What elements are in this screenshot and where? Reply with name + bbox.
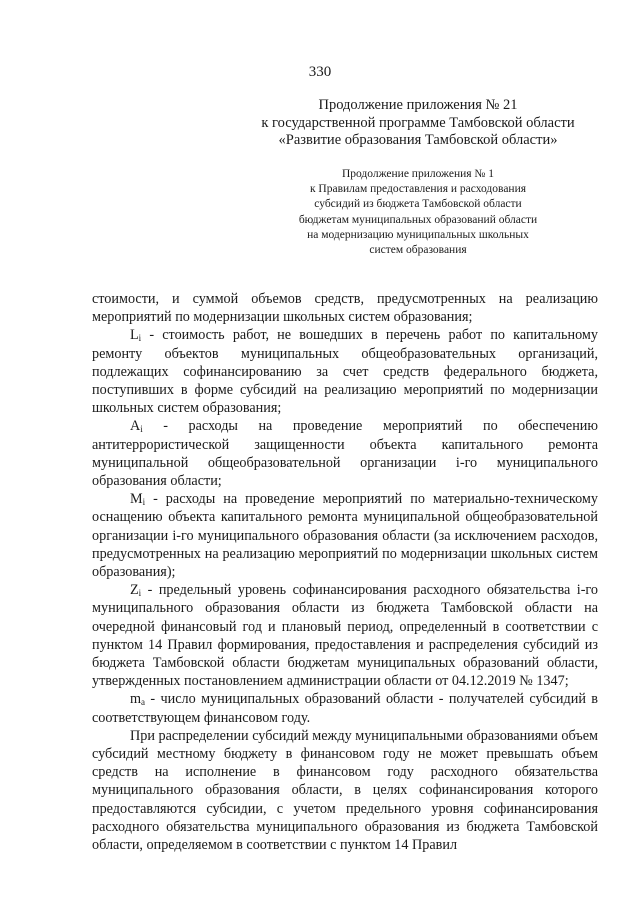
- page-number: 330: [308, 64, 332, 80]
- definition-paragraph: [92, 581, 598, 690]
- body-text: [92, 290, 598, 854]
- variable-symbol: m: [130, 691, 142, 708]
- appendix-main-line: «Развитие образования Тамбовской области»: [278, 132, 558, 148]
- variable-symbol: M: [130, 491, 143, 508]
- paragraph-text: При распределении субсидий между муниципальными образованиями объем субсидий местному бюджету в финансовом году не может превышать объем средств на исполнение в финансовом году расходного обязательства муниципального образования области, в целях софинансирования которого предоставляются субсидии, с учетом предельного уровня софинансирования расходного обязательства муниципального образования из бюджета Тамбовской области, определяемом в соответствии с пунктом 14 Правил: [92, 727, 598, 854]
- variable-subscript: i: [138, 588, 142, 599]
- variable-subscript: a: [141, 697, 146, 708]
- paragraph: [92, 290, 598, 326]
- appendix-sub-line: субсидий из бюджета Тамбовской области: [314, 198, 522, 211]
- variable-subscript: i: [140, 424, 143, 435]
- appendix-header-sub: [268, 167, 568, 258]
- paragraph-text: стоимости, и суммой объемов средств, предусмотренных на реализацию мероприятий по модернизации школьных систем образования;: [92, 291, 598, 326]
- variable-subscript: i: [138, 333, 142, 344]
- variable-symbol: Z: [130, 582, 139, 599]
- appendix-main-line: к государственной программе Тамбовской области: [261, 114, 575, 131]
- paragraph-text: - стоимость работ, не вошедших в перечень работ по капитальному ремонту объектов муниципальных общеобразовательных организаций, подлежащих софинансированию за счет средств федерального бюджета, поступивших в форме субсидий на реализацию мероприятий по модернизации школьных систем образования;: [92, 327, 598, 417]
- appendix-sub-line: Продолжение приложения № 1: [341, 168, 495, 180]
- variable-symbol: A: [130, 418, 141, 435]
- appendix-sub-line: на модернизацию муниципальных школьных: [307, 228, 529, 241]
- variable-subscript: i: [142, 497, 146, 508]
- variable-symbol: L: [130, 327, 139, 344]
- definition-paragraph: [92, 417, 598, 490]
- appendix-sub-line: систем образования: [369, 244, 467, 257]
- paragraph-text: - расходы на проведение мероприятий по материально-техническому оснащению объекта капитального ремонта муниципальной общеобразовательной организации i-го муниципального образования области (за исключением расходов, предусмотренных на реализацию мероприятий по модернизации школьных систем образования);: [92, 491, 598, 581]
- paragraph-text: - число муниципальных образований области - получателей субсидий в соответствующем финансовом году.: [92, 691, 598, 726]
- paragraph: [92, 727, 598, 854]
- appendix-sub-line: к Правилам предоставления и расходования: [309, 183, 527, 196]
- definition-paragraph: [92, 326, 598, 417]
- definition-paragraph: [92, 490, 598, 581]
- appendix-header-main: [238, 97, 598, 150]
- paragraph-text: - предельный уровень софинансирования расходного обязательства i-го муниципального образования области из бюджета Тамбовской области на очередной финансовый год и плановый период, определенный в соответствии с пунктом 14 Правил формирования, предоставления и распределения субсидий из бюджета Тамбовской области бюджетам муниципальных образований области, утвержденных постановлением администрации области от 04.12.2019 № 1347;: [92, 582, 598, 690]
- definition-paragraph: [92, 690, 598, 726]
- appendix-main-line: Продолжение приложения № 21: [318, 97, 518, 113]
- paragraph-text: - расходы на проведение мероприятий по обеспечению антитеррористической защищенности объекта капитального ремонта муниципальной общеобразовательной организации i-го муниципального образования области;: [92, 418, 598, 490]
- appendix-sub-line: бюджетам муниципальных образований области: [298, 213, 538, 226]
